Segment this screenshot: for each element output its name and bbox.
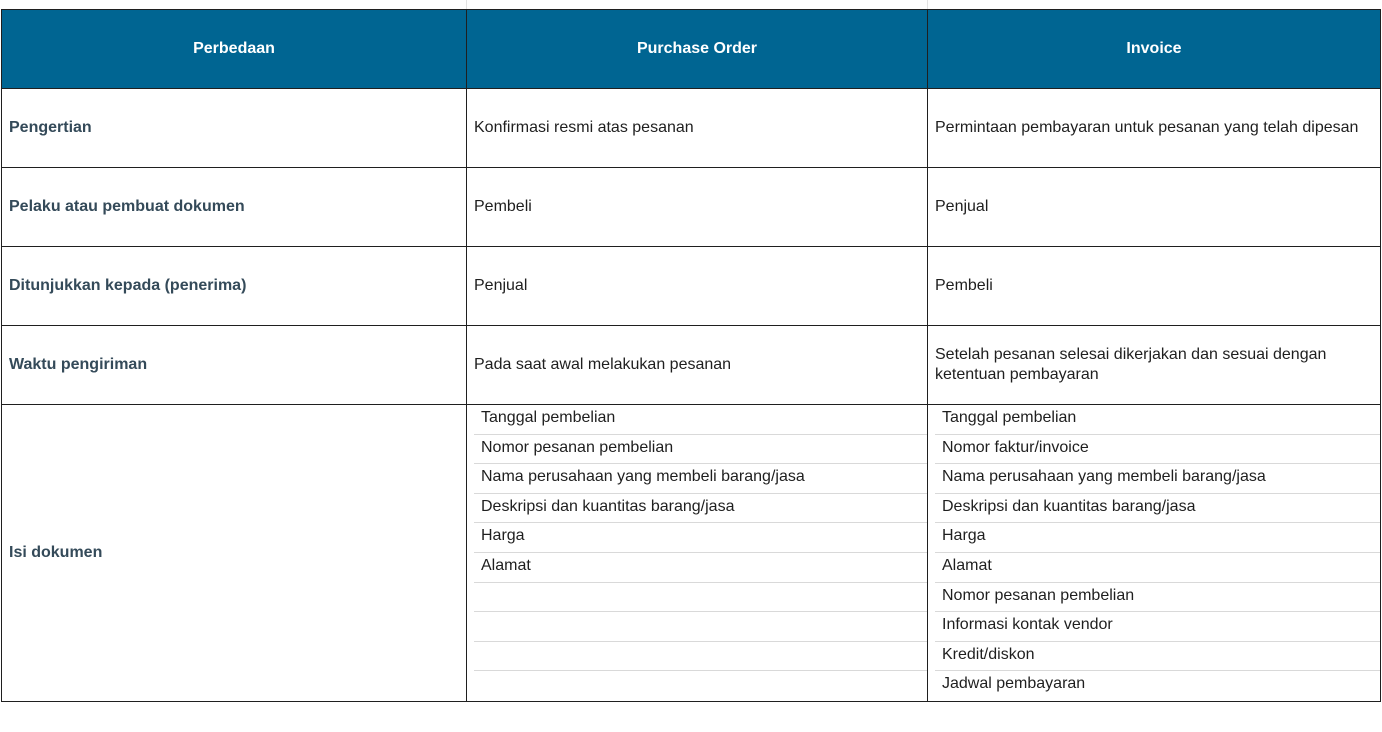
list-item bbox=[474, 583, 927, 613]
table-body bbox=[2, 89, 1381, 702]
list-item: Nama perusahaan yang membeli barang/jasa bbox=[474, 464, 927, 494]
header-invoice: Invoice bbox=[928, 10, 1381, 89]
gridline bbox=[466, 0, 467, 9]
row-label: Pengertian bbox=[2, 89, 467, 168]
invoice-cell: Penjual bbox=[928, 168, 1381, 247]
header-purchase-order: Purchase Order bbox=[467, 10, 928, 89]
list-item: Tanggal pembelian bbox=[935, 405, 1380, 435]
invoice-cell: Permintaan pembayaran untuk pesanan yang telah dipesan bbox=[928, 89, 1381, 168]
list-item: Harga bbox=[935, 523, 1380, 553]
po-cell: Penjual bbox=[467, 247, 928, 326]
top-gridlines bbox=[0, 0, 1382, 9]
row-label: Ditunjukkan kepada (penerima) bbox=[2, 247, 467, 326]
list-item bbox=[474, 612, 927, 642]
list-item bbox=[474, 642, 927, 672]
header-row bbox=[2, 10, 1381, 89]
table-row bbox=[2, 326, 1381, 405]
table-row bbox=[2, 247, 1381, 326]
list-item: Nomor faktur/invoice bbox=[935, 435, 1380, 465]
po-list-cell bbox=[467, 405, 928, 702]
po-cell: Pembeli bbox=[467, 168, 928, 247]
list-item: Alamat bbox=[935, 553, 1380, 583]
row-label: Pelaku atau pembuat dokumen bbox=[2, 168, 467, 247]
list-item: Harga bbox=[474, 523, 927, 553]
list-item: Deskripsi dan kuantitas barang/jasa bbox=[474, 494, 927, 524]
list-item: Alamat bbox=[474, 553, 927, 583]
table-row bbox=[2, 168, 1381, 247]
comparison-table bbox=[1, 9, 1381, 702]
po-cell: Konfirmasi resmi atas pesanan bbox=[467, 89, 928, 168]
gridline bbox=[927, 0, 928, 9]
list-item bbox=[474, 671, 927, 701]
header-perbedaan: Perbedaan bbox=[2, 10, 467, 89]
list-item: Jadwal pembayaran bbox=[942, 675, 1086, 693]
table-row bbox=[2, 89, 1381, 168]
list-item: Nama perusahaan yang membeli barang/jasa bbox=[935, 464, 1380, 494]
list-item: Deskripsi dan kuantitas barang/jasa bbox=[935, 494, 1380, 524]
list-item: Nomor pesanan pembelian bbox=[474, 435, 927, 465]
row-label: Isi dokumen bbox=[2, 405, 467, 702]
list-item: Nomor pesanan pembelian bbox=[935, 583, 1380, 613]
list-item: Informasi kontak vendor bbox=[935, 612, 1380, 642]
row-label: Waktu pengiriman bbox=[2, 326, 467, 405]
list-item: Kredit/diskon bbox=[935, 642, 1380, 672]
po-cell: Pada saat awal melakukan pesanan bbox=[467, 326, 928, 405]
table-header bbox=[2, 10, 1381, 89]
invoice-list-cell bbox=[928, 405, 1381, 702]
invoice-cell: Setelah pesanan selesai dikerjakan dan sesuai dengan ketentuan pembayaran bbox=[928, 326, 1381, 405]
list-item: Tanggal pembelian bbox=[474, 405, 927, 435]
table-row-isi-dokumen bbox=[2, 405, 1381, 702]
invoice-cell: Pembeli bbox=[928, 247, 1381, 326]
